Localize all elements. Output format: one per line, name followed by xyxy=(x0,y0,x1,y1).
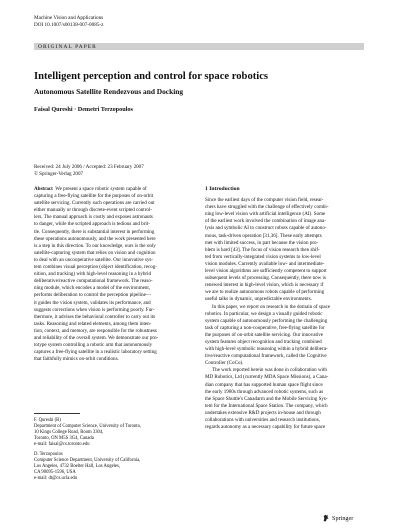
publication-dates xyxy=(34,164,144,177)
text-line: mous, task-driven operation [31,36]. These early attempts xyxy=(205,232,322,239)
springer-horse-icon xyxy=(322,514,330,522)
text-line: tem combines visual perception (object identification, recog- xyxy=(34,264,157,271)
text-line: met with limited success, in part because the vision pro- xyxy=(205,239,319,246)
text-line: either manually or through discrete-event scripted control- xyxy=(34,207,152,214)
paper-subtitle: Autonomous Satellite Rendezvous and Docking xyxy=(34,87,184,96)
text-line: tasks. Reasoning and related elements, among them inten- xyxy=(34,320,152,327)
text-line: captures a free-flying satellite in a realistic laboratory setting xyxy=(34,349,157,356)
text-line: to deal with an uncooperative satellite. Our innovative sys- xyxy=(34,256,153,263)
text-line: ted from vertically-integrated vision systems to low-level xyxy=(205,253,321,260)
text-line-content: We present a space robotic system capable of xyxy=(52,186,147,192)
text-line: regards autonomy as a necessary capability for future space xyxy=(205,424,326,431)
introduction-column xyxy=(205,186,367,431)
text-line: lysis and symbolic AI to construct robots capable of autono- xyxy=(205,225,327,232)
text-line: vision modules. Currently available low- and intermediate- xyxy=(205,260,325,267)
text-line: ning module, which encodes a model of the environment, xyxy=(34,285,151,292)
journal-name: Machine Vision and Applications xyxy=(34,15,104,21)
text-line: nition, and tracking) with high-level reasoning in a hybrid xyxy=(34,271,152,278)
text-line: tem for the International Space Station. The company, which xyxy=(205,402,328,409)
author-affiliations xyxy=(34,418,195,482)
text-line: system capable of autonomously performing the challenging xyxy=(205,317,328,324)
text-line: undertakes extensive R&D projects in-house and through xyxy=(205,409,321,416)
text-line: Since the earliest days of the computer vision field, resear- xyxy=(205,197,324,204)
text-line: lers. The manual approach is costly and exposes astronauts xyxy=(34,214,153,221)
text-line: with high-level symbolic reasoning within a hybrid delibera- xyxy=(205,346,328,353)
text-line: system features object recognition and tracking combined xyxy=(205,338,322,345)
text-line: satellite-capturing system that relies on vision and cognition xyxy=(34,249,156,256)
text-line: collaborations with universities and research institutions, xyxy=(205,417,320,423)
affiliation-line: F. Qureshi (B) xyxy=(34,418,61,423)
intro-paragraph-3 xyxy=(205,367,367,431)
affiliation-terzopoulos xyxy=(34,452,195,482)
text-line xyxy=(34,186,195,193)
publisher-logo xyxy=(322,514,353,522)
text-line: robotics. In particular, we design a visually guided robotic xyxy=(205,310,323,317)
affiliation-line: e-mail: dt@cs.ucla.edu xyxy=(34,476,78,481)
affiliation-qureshi xyxy=(34,418,195,448)
abstract-column xyxy=(34,186,195,363)
text-line: chers have struggled with the challenge of effectively combi- xyxy=(205,204,329,211)
text-line: to danger, while the scripted approach is tedious and brit- xyxy=(34,221,150,228)
text-line: the purposes of on-orbit satellite servicing. Our innovative xyxy=(205,331,324,338)
text-line: tive/reactive computational framework, called the Cognitive xyxy=(205,353,327,360)
paper-type-banner xyxy=(34,43,364,50)
text-line: useful talks in dynamic, unpredictable environments. xyxy=(205,296,312,303)
text-line: is a step in this direction. To our knowledge, ours is the only xyxy=(34,242,156,249)
text-line: these operations autonomously, and the work presented here xyxy=(34,235,156,242)
text-line: the Space Shuttle's Canadarm and the Mobile Servicing Sys- xyxy=(205,395,328,402)
text-line: it guides the vision system, validates its performance, and xyxy=(34,299,151,306)
footnote-divider xyxy=(34,413,80,414)
text-line: tle. Consequently, there is substantial interest in performing xyxy=(34,228,155,235)
affiliation-line: D. Terzopoulos xyxy=(34,452,63,457)
affiliation-line: Computer Science Department, University of California, xyxy=(34,458,141,463)
text-line: blem is hard [43]. The focus of vision research then shif- xyxy=(205,246,320,253)
text-line: level vision algorithms are sufficiently competent to support xyxy=(205,268,327,275)
abstract-text xyxy=(34,186,195,363)
affiliation-line: Los Angeles, 4732 Boelter Hall, Los Angeles, xyxy=(34,464,121,469)
intro-paragraph-1 xyxy=(205,197,367,303)
received-accepted-dates: Received: 24 July 2006 / Accepted: 23 February 2007 xyxy=(34,164,144,170)
abstract-label: Abstract xyxy=(34,186,53,192)
publisher-name: Springer xyxy=(332,514,354,522)
section-heading: 1 Introduction xyxy=(205,186,240,192)
text-line: MD Robotics, Ltd (currently MDA Space Missions), a Cana- xyxy=(205,374,329,381)
affiliation-line: CA 90095-1596, USA xyxy=(34,470,76,475)
text-line: satellite servicing. Currently such operations are carried out xyxy=(34,200,155,207)
affiliation-line: e-mail: faisal@cs.toronto.edu xyxy=(34,442,90,447)
journal-header xyxy=(34,15,103,28)
text-line: we are to realize autonomous robots capable of performing xyxy=(205,289,325,296)
text-line: suggests corrections when vision is performing poorly. Fur- xyxy=(34,306,155,313)
paper-title: Intelligent perception and control for space robotics xyxy=(34,71,269,82)
text-line: that faithfully mimics on-orbit conditions. xyxy=(34,356,119,363)
affiliation-line: Toronto, ON M5S 3G4, Canada xyxy=(34,436,94,441)
text-line: the early 1980s through advanced robotic systems, such as xyxy=(205,388,324,395)
affiliation-line: 10 Kings College Road, Room 3304, xyxy=(34,430,104,435)
affiliation-line: Department of Computer Science, University of Toronto, xyxy=(34,424,142,429)
journal-doi: DOI 10.1007/s00138-007-0085-z xyxy=(34,21,104,28)
text-line: subsequent levels of processing. Consequently, there now is xyxy=(205,275,326,282)
text-line: performs deliberation to control the perception pipeline— xyxy=(34,292,151,299)
text-line: Controller (CoCo). xyxy=(205,360,244,367)
text-line: deliberative/reactive computational framework. The reaso- xyxy=(34,278,153,285)
text-line: tion, context, and memory, are responsible for the robustness xyxy=(34,327,157,334)
text-line: of the earliest work involved the combination of image ana- xyxy=(205,218,326,225)
text-line: totype system controlling a robotic arm that autonomously xyxy=(34,342,153,349)
text-line: The work reported herein was done in collaboration with xyxy=(212,367,327,374)
text-line: renewed interest in high-level vision, which is necessary if xyxy=(205,282,324,289)
copyright-notice: © Springer-Verlag 2007 xyxy=(34,170,84,177)
text-line: task of capturing a non-cooperative, free-flying satellite for xyxy=(205,324,325,331)
text-line: and reliability of the overall system. We demonstrate our pro- xyxy=(34,334,159,341)
text-line: In this paper, we report on research in the domain of space xyxy=(212,303,331,310)
intro-paragraph-2 xyxy=(205,304,367,368)
text-line: dian company that has supported human space flight since xyxy=(205,381,323,388)
author-list: Faisal Qureshi · Demetri Terzopoulos xyxy=(34,106,133,113)
paper-type-label: ORIGINAL PAPER xyxy=(38,43,97,50)
text-line: ning low-level vision with artificial intelligence (AI). Some xyxy=(205,211,326,218)
text-line: capturing a free-flying satellite for the purposes of on-orbit xyxy=(34,193,154,200)
text-line: thermore, it advises the behavioral controller to carry out its xyxy=(34,313,156,320)
